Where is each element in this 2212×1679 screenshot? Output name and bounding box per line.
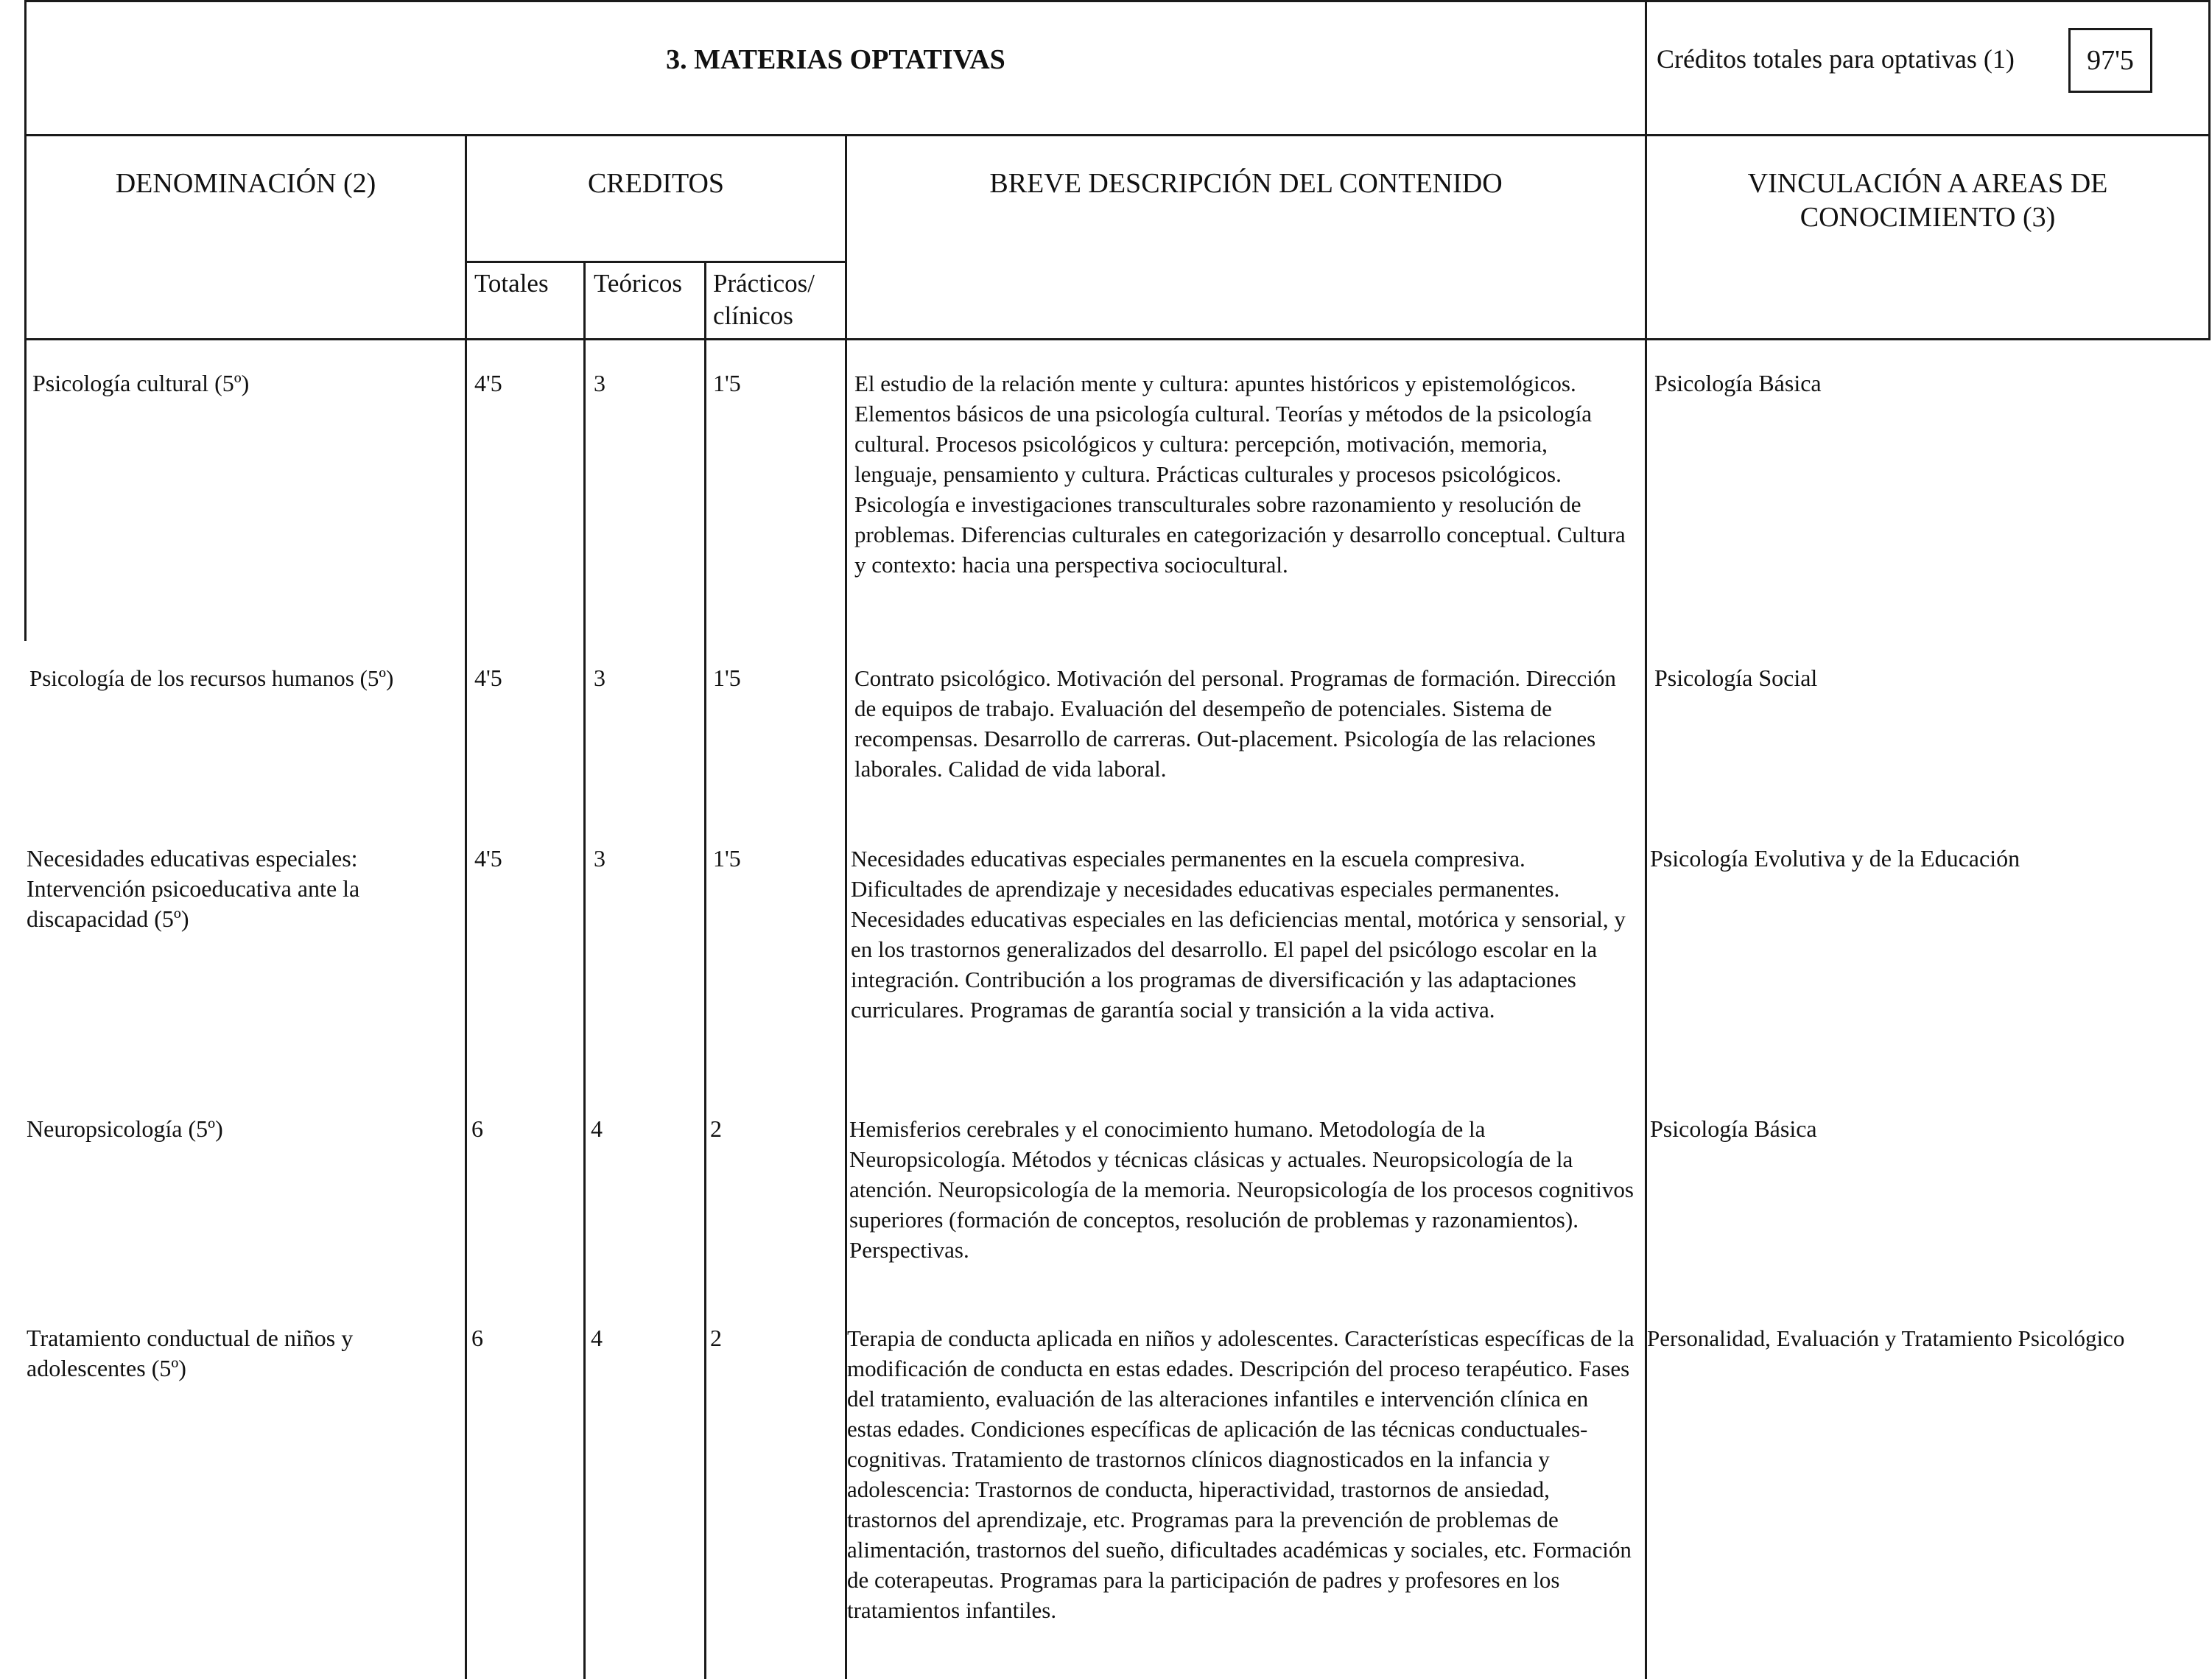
- course-name: Psicología cultural (5º): [32, 370, 250, 396]
- knowledge-area: Personalidad, Evaluación y Tratamiento Psicológico: [1647, 1325, 2125, 1351]
- header-bottom-border: [24, 338, 2211, 340]
- course-name: Necesidades educativas especiales: Intervención psicoeducativa ante la discapacidad (5º): [27, 845, 360, 932]
- knowledge-area: Psicología Básica: [1650, 1115, 1817, 1142]
- vinculacion-divider: [1645, 134, 1647, 1679]
- course-description: Hemisferios cerebrales y el conocimiento humano. Metodología de la Neuropsicología. Métodos y técnicas clásicas y actuales. Neuropsicología de la atención. Neuropsicología de la memoria. Neuropsicología de los procesos cognitivos superiores (formación de conceptos, resolución de problemas y razonamientos). Perspectivas.: [849, 1116, 1634, 1263]
- knowledge-area: Psicología Evolutiva y de la Educación: [1650, 845, 2020, 872]
- teoricos-divider: [583, 261, 586, 1679]
- course-name: Neuropsicología (5º): [27, 1115, 223, 1142]
- credits-practicos: 2: [710, 1325, 722, 1351]
- credits-totales: 6: [471, 1115, 483, 1142]
- title-bottom-border: [24, 134, 2211, 136]
- credits-totales: 4'5: [474, 370, 502, 396]
- creditos-subheader-border: [465, 261, 846, 263]
- practicos-divider: [704, 261, 706, 1679]
- credits-total-box: [2068, 28, 2152, 93]
- title-divider: [1645, 0, 1647, 136]
- credits-teoricos: 3: [594, 665, 605, 691]
- knowledge-area: Psicología Social: [1654, 665, 1818, 691]
- credits-totales: 4'5: [474, 665, 502, 691]
- column-header-teoricos: Teóricos: [594, 269, 683, 298]
- column-header-descripcion: BREVE DESCRIPCIÓN DEL CONTENIDO: [989, 168, 1503, 199]
- course-name: Tratamiento conductual de niños y adolescentes (5º): [27, 1325, 354, 1381]
- course-description: Contrato psicológico. Motivación del personal. Programas de formación. Dirección de equipos de trabajo. Evaluación del desempeño de potenciales. Sistema de recompensas. Desarrollo de carreras. Out-placement. Psicología de las relaciones laborales. Calidad de vida laboral.: [854, 665, 1616, 782]
- table-right-border: [2208, 0, 2211, 340]
- credits-teoricos: 3: [594, 370, 605, 396]
- column-header-denominacion: DENOMINACIÓN (2): [115, 168, 376, 199]
- table-top-border: [24, 0, 2211, 2]
- course-description: El estudio de la relación mente y cultura: apuntes históricos y epistemológicos. Elementos básicos de una psicología cultural. Teorías y métodos de la psicología cultural. Procesos psicológicos y cultura: percepción, motivación, memoria, lenguaje, pensamiento y cultura. Prácticas culturales y procesos psicológicos. Psicología e investigaciones transculturales sobre razonamiento y resolución de problemas. Diferencias culturales en categorización y desarrollo conceptual. Cultura y contexto: hacia una perspectiva sociocultural.: [854, 371, 1626, 578]
- column-header-practicos-line2: clínicos: [713, 301, 793, 330]
- table-left-border: [24, 0, 27, 641]
- credits-practicos: 1'5: [713, 665, 741, 691]
- credits-total-value: 97'5: [2087, 45, 2134, 76]
- credits-teoricos: 4: [591, 1115, 603, 1142]
- knowledge-area: Psicología Básica: [1654, 370, 1822, 396]
- column-header-practicos-line1: Prácticos/: [713, 269, 815, 298]
- column-header-vinculacion-line1: VINCULACIÓN A AREAS DE: [1747, 168, 2108, 199]
- course-description: Necesidades educativas especiales permanentes en la escuela compresiva. Dificultades de aprendizaje y necesidades educativas especiales permanentes. Necesidades educativas especiales en las deficiencias mental, motórica y sensorial, y en los trastornos generalizados del desarrollo. El papel del psicólogo escolar en la integración. Contribución a los programas de diversificación y las adaptaciones curriculares. Programas de garantía social y transición a la vida activa.: [851, 846, 1626, 1023]
- denominacion-divider: [465, 134, 467, 1679]
- column-header-totales: Totales: [474, 269, 549, 298]
- credits-totales: 4'5: [474, 845, 502, 872]
- credits-total-label: Créditos totales para optativas (1): [1657, 44, 2015, 74]
- credits-practicos: 2: [710, 1115, 722, 1142]
- course-description: Terapia de conducta aplicada en niños y adolescentes. Características específicas de la modificación de conducta en estas edades. Descripción del proceso terapéutico. Fases del tratamiento, evaluación de las alteraciones infantiles e intervención clínica en estas edades. Condiciones específicas de aplicación de las técnicas conductuales-cognitivas. Tratamiento de trastornos clínicos diagnosticados en la infancia y adolescencia: Trastornos de conducta, hiperactividad, trastornos de ansiedad, trastornos del aprendizaje, etc. Programas para la prevención de problemas de alimentación, trastornos del sueño, dificultades académicas y sociales, etc. Formación de coterapeutas. Programas para la participación de padres y profesores en los tratamientos infantiles.: [847, 1325, 1635, 1623]
- credits-teoricos: 3: [594, 845, 605, 872]
- credits-teoricos: 4: [591, 1325, 603, 1351]
- column-header-vinculacion-line2: CONOCIMIENTO (3): [1800, 202, 2056, 233]
- column-header-creditos: CREDITOS: [587, 168, 725, 199]
- credits-practicos: 1'5: [713, 845, 741, 872]
- page-title: 3. MATERIAS OPTATIVAS: [666, 44, 1005, 75]
- credits-totales: 6: [471, 1325, 483, 1351]
- credits-practicos: 1'5: [713, 370, 741, 396]
- course-name: Psicología de los recursos humanos (5º): [29, 665, 394, 691]
